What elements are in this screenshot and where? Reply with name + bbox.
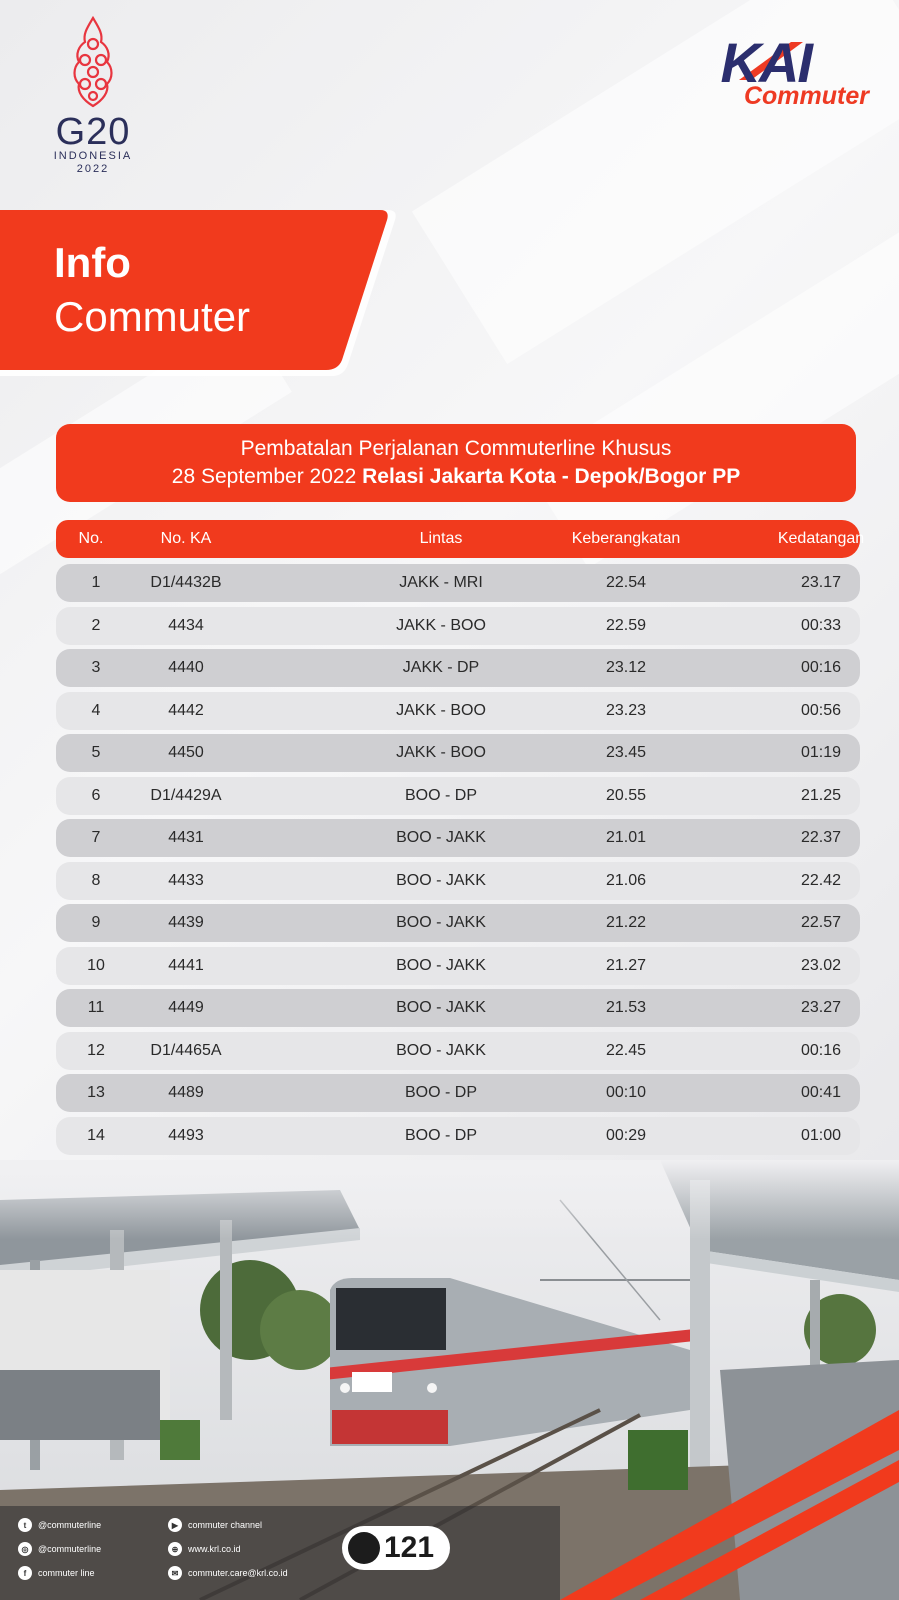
- row-route: BOO - JAKK: [396, 829, 486, 846]
- social-instagram-text: @commuterline: [38, 1544, 102, 1554]
- hotline-badge[interactable]: [342, 1526, 450, 1570]
- hotline-number: 121: [384, 1531, 435, 1564]
- g20-year: 2022: [76, 163, 110, 175]
- table-row: [56, 564, 860, 602]
- table-row: [56, 819, 860, 857]
- row-arrival: 22.57: [800, 914, 842, 931]
- heading-route: Relasi Jakarta Kota - Depok/Bogor PP: [362, 465, 741, 488]
- row-train-number: 4493: [168, 1126, 204, 1144]
- g20-emblem-icon: [65, 14, 121, 110]
- table-row: [56, 1074, 860, 1112]
- row-no: 12: [87, 1041, 105, 1059]
- g20-logo: [38, 14, 148, 176]
- social-twitter[interactable]: [18, 1518, 101, 1532]
- banner-title: Info: [54, 239, 131, 286]
- social-website[interactable]: [168, 1542, 241, 1556]
- row-route: BOO - JAKK: [396, 956, 486, 974]
- row-arrival: 23.17: [800, 574, 842, 591]
- row-departure: 22.45: [605, 1041, 647, 1059]
- header-train-number: No. KA: [160, 530, 212, 547]
- row-route: JAKK - DP: [402, 659, 480, 676]
- row-departure: 21.22: [605, 914, 647, 931]
- row-no: 9: [91, 914, 101, 931]
- table-row: [56, 607, 860, 645]
- row-no: 7: [91, 829, 101, 846]
- row-arrival: 22.42: [800, 871, 842, 889]
- social-twitter-text: @commuterline: [38, 1520, 102, 1530]
- row-arrival: 01:00: [800, 1126, 842, 1144]
- row-no: 1: [91, 574, 101, 591]
- row-departure: 00:10: [605, 1084, 647, 1101]
- table-row: [56, 777, 860, 815]
- table-row: [56, 1117, 860, 1155]
- row-route: JAKK - BOO: [396, 616, 486, 634]
- table-row: [56, 692, 860, 730]
- row-train-number: 4431: [168, 829, 204, 846]
- heading-date: 28 September 2022: [171, 465, 357, 488]
- row-train-number: 4450: [168, 744, 204, 761]
- row-train-number: 4449: [168, 999, 204, 1016]
- kai-commuter-logo: [649, 30, 869, 120]
- row-arrival: 00:16: [800, 1041, 842, 1059]
- social-email[interactable]: [168, 1566, 288, 1580]
- heading-line1: Pembatalan Perjalanan Commuterline Khusus: [240, 437, 672, 460]
- row-no: 13: [87, 1084, 105, 1101]
- row-departure: 23.12: [605, 659, 647, 676]
- facebook-icon: f: [18, 1566, 32, 1580]
- row-no: 10: [87, 956, 105, 974]
- g20-title: G20: [55, 111, 131, 153]
- row-route: JAKK - BOO: [396, 744, 486, 761]
- row-route: BOO - DP: [404, 786, 477, 804]
- social-youtube-text: commuter channel: [188, 1520, 263, 1530]
- row-train-number: 4489: [168, 1084, 204, 1101]
- banner-subtitle: Commuter: [54, 293, 251, 340]
- row-train-number: 4439: [168, 914, 204, 931]
- call-center-icon: [348, 1532, 380, 1564]
- row-arrival: 00:16: [800, 659, 842, 676]
- footer: [0, 1506, 899, 1600]
- table-row: [56, 734, 860, 772]
- row-train-number: 4442: [168, 701, 204, 719]
- row-train-number: D1/4432B: [150, 574, 222, 591]
- row-arrival: 01:19: [800, 744, 842, 761]
- row-departure: 21.53: [605, 999, 647, 1016]
- globe-icon: ⊕: [168, 1542, 182, 1556]
- row-arrival: 23.02: [800, 956, 842, 974]
- kai-commuter-text: Commuter: [743, 82, 869, 110]
- row-route: BOO - JAKK: [396, 1041, 486, 1059]
- table-row: [56, 904, 860, 942]
- row-arrival: 21.25: [800, 786, 842, 804]
- row-route: JAKK - MRI: [399, 574, 483, 591]
- row-departure: 00:29: [605, 1126, 647, 1144]
- row-departure: 23.45: [605, 744, 647, 761]
- row-train-number: 4434: [168, 616, 204, 634]
- row-route: BOO - JAKK: [396, 871, 486, 889]
- row-route: JAKK - BOO: [396, 701, 486, 719]
- row-departure: 22.59: [605, 616, 647, 634]
- row-departure: 23.23: [605, 701, 647, 719]
- social-facebook[interactable]: [18, 1566, 95, 1580]
- row-departure: 21.01: [605, 829, 647, 846]
- header-departure: Keberangkatan: [571, 530, 681, 547]
- table-row: [56, 989, 860, 1027]
- row-departure: 22.54: [605, 574, 647, 591]
- youtube-icon: ▶: [168, 1518, 182, 1532]
- row-arrival: 22.37: [800, 829, 842, 846]
- announcement-heading: [56, 424, 856, 502]
- row-no: 2: [91, 616, 101, 634]
- row-arrival: 00:41: [800, 1084, 842, 1101]
- row-train-number: 4433: [168, 871, 204, 889]
- row-route: BOO - DP: [404, 1126, 477, 1144]
- table-row: [56, 1032, 860, 1070]
- row-route: BOO - JAKK: [396, 914, 486, 931]
- social-email-text: commuter.care@krl.co.id: [188, 1568, 288, 1578]
- heading-line2: [56, 463, 856, 491]
- instagram-icon: ◎: [18, 1542, 32, 1556]
- row-no: 11: [87, 999, 105, 1016]
- row-no: 6: [91, 786, 101, 804]
- header-route: Lintas: [419, 530, 463, 547]
- social-instagram[interactable]: [18, 1542, 101, 1556]
- header-arrival: Kedatangan: [777, 530, 865, 547]
- mail-icon: ✉: [168, 1566, 182, 1580]
- social-youtube[interactable]: [168, 1518, 262, 1532]
- row-arrival: 00:56: [800, 701, 842, 719]
- row-train-number: D1/4429A: [150, 786, 222, 804]
- table-header: [56, 520, 865, 558]
- table-row: [56, 862, 860, 900]
- row-arrival: 23.27: [800, 999, 842, 1016]
- schedule-table: [56, 564, 860, 1159]
- row-no: 5: [91, 744, 101, 761]
- row-train-number: 4441: [168, 956, 204, 974]
- table-row: [56, 649, 860, 687]
- row-route: BOO - DP: [404, 1084, 477, 1101]
- social-facebook-text: commuter line: [38, 1568, 95, 1578]
- row-no: 8: [91, 871, 101, 889]
- row-departure: 21.27: [605, 956, 647, 974]
- twitter-icon: t: [18, 1518, 32, 1532]
- g20-country: INDONESIA: [53, 150, 133, 162]
- kai-mark: KAI: [720, 31, 811, 94]
- social-website-text: www.krl.co.id: [188, 1544, 241, 1554]
- row-departure: 20.55: [605, 786, 647, 804]
- row-arrival: 00:33: [800, 616, 842, 634]
- row-no: 3: [91, 659, 101, 676]
- row-departure: 21.06: [605, 871, 647, 889]
- row-no: 14: [87, 1126, 105, 1144]
- table-row: [56, 947, 860, 985]
- row-train-number: D1/4465A: [150, 1041, 222, 1059]
- header-no: No.: [78, 530, 104, 547]
- row-no: 4: [91, 701, 101, 719]
- row-route: BOO - JAKK: [396, 999, 486, 1016]
- row-train-number: 4440: [168, 659, 204, 676]
